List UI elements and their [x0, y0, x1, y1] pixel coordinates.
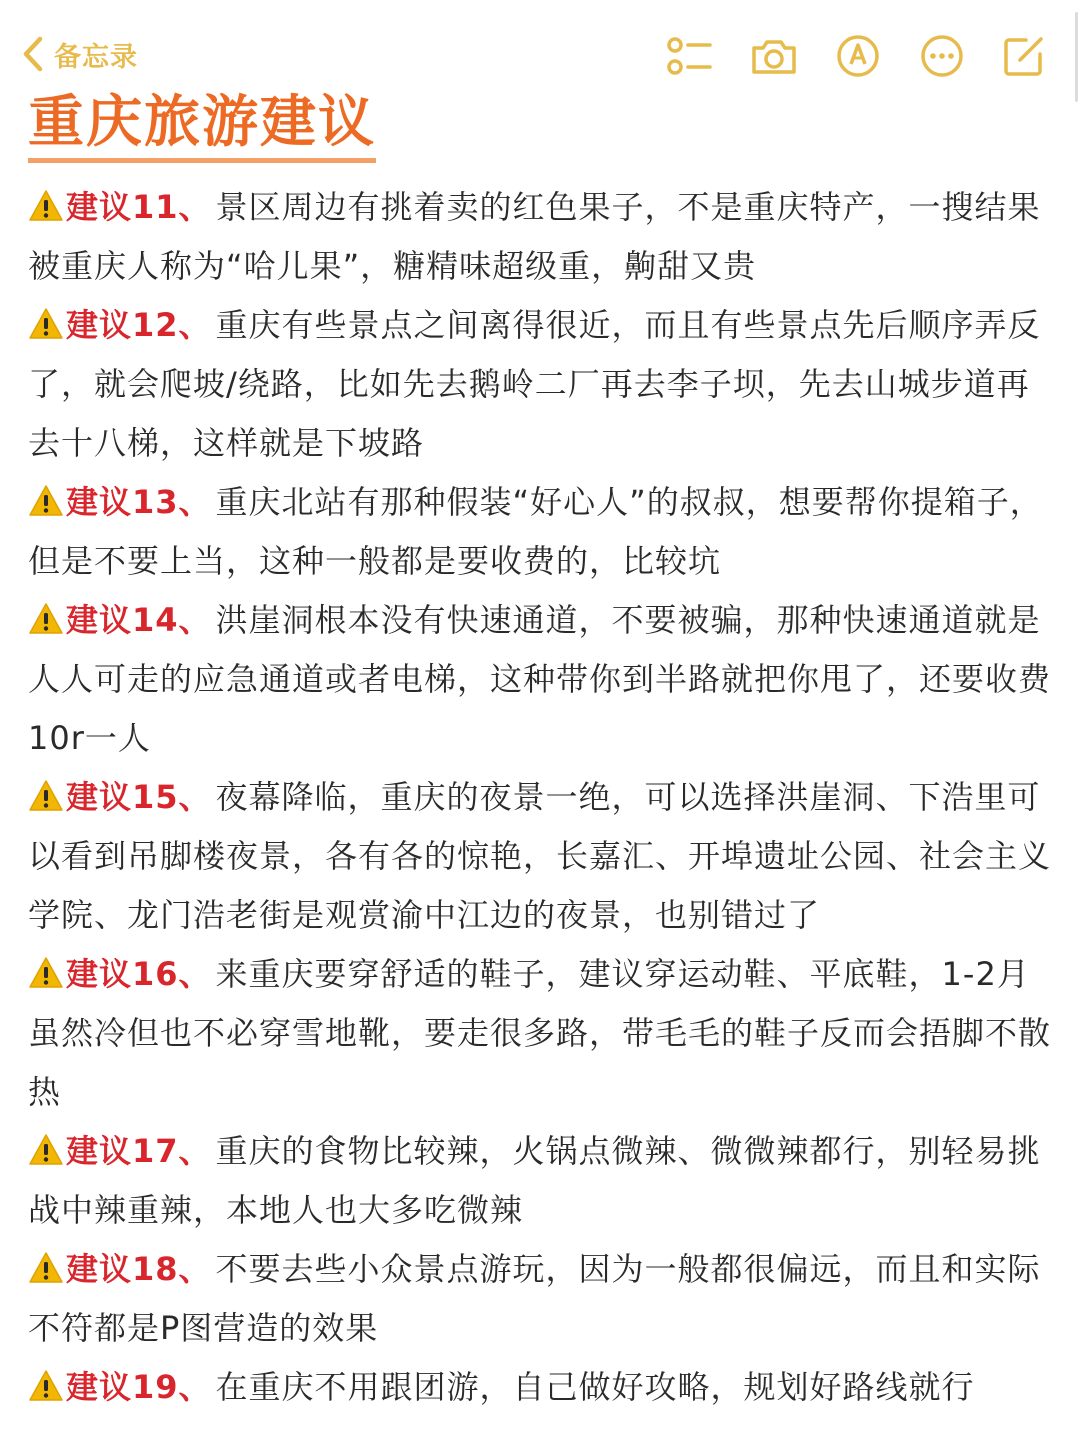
warning-icon	[28, 956, 64, 990]
suggestion-label: 建议14、	[66, 601, 212, 639]
top-bar	[0, 0, 1080, 96]
suggestion-label: 建议13、	[66, 483, 212, 521]
suggestion-label: 建议12、	[66, 306, 212, 344]
markup-button[interactable]	[830, 28, 886, 84]
suggestion-label: 建议17、	[66, 1132, 212, 1170]
warning-icon	[28, 602, 64, 636]
markup-pen-icon	[836, 34, 880, 78]
camera-button[interactable]	[746, 28, 802, 84]
suggestion-text: 在重庆不用跟团游，自己做好攻略，规划好路线就行	[215, 1368, 975, 1406]
suggestion-label: 建议15、	[66, 778, 212, 816]
suggestion-text: 重庆北站有那种假装“好心人”的叔叔，想要帮你提箱子，但是不要上当，这种一般都是要收费的，比较坑	[28, 483, 1043, 580]
suggestion-text: 不要去些小众景点游玩，因为一般都很偏远，而且和实际不符都是P图营造的效果	[28, 1250, 1041, 1347]
suggestion-text: 景区周边有挑着卖的红色果子，不是重庆特产，一搜结果被重庆人称为“哈儿果”，糖精味超级重，齁甜又贵	[28, 188, 1041, 285]
suggestion-label: 建议11、	[66, 188, 212, 226]
compose-button[interactable]	[996, 28, 1052, 84]
note-title: 重庆旅游建议	[28, 90, 376, 163]
warning-icon	[28, 1251, 64, 1285]
checklist-icon	[666, 34, 714, 78]
suggestion-item-8	[28, 1240, 1058, 1358]
suggestion-text: 来重庆要穿舒适的鞋子，建议穿运动鞋、平底鞋，1-2月虽然冷但也不必穿雪地靴，要走很多路，带毛毛的鞋子反而会捂脚不散热	[28, 955, 1052, 1111]
chevron-left-icon	[22, 36, 44, 72]
suggestion-label: 建议18、	[66, 1250, 212, 1288]
suggestion-item-6	[28, 945, 1058, 1122]
suggestion-text: 重庆有些景点之间离得很近，而且有些景点先后顺序弄反了，就会爬坡/绕路，比如先去鹅岭二厂再去李子坝，先去山城步道再去十八梯，这样就是下坡路	[28, 306, 1041, 462]
suggestion-item-3	[28, 473, 1058, 591]
suggestion-text: 洪崖洞根本没有快速通道，不要被骗，那种快速通道就是人人可走的应急通道或者电梯，这种带你到半路就把你甩了，还要收费10r一人	[28, 601, 1052, 757]
warning-icon	[28, 189, 64, 223]
suggestion-text: 夜幕降临，重庆的夜景一绝，可以选择洪崖洞、下浩里可以看到吊脚楼夜景，各有各的惊艳，长嘉汇、开埠遗址公园、社会主义学院、龙门浩老街是观赏渝中江边的夜景，也别错过了	[28, 778, 1052, 934]
warning-icon	[28, 1369, 64, 1403]
suggestion-item-1	[28, 178, 1058, 296]
suggestion-label: 建议19、	[66, 1368, 212, 1406]
suggestion-item-4	[28, 591, 1058, 768]
suggestion-item-7	[28, 1122, 1058, 1240]
warning-icon	[28, 484, 64, 518]
suggestion-item-9	[28, 1358, 1058, 1417]
compose-icon	[1002, 34, 1046, 78]
camera-icon	[750, 36, 798, 76]
suggestion-item-5	[28, 768, 1058, 945]
suggestion-item-2	[28, 296, 1058, 473]
toolbar	[660, 28, 1080, 84]
suggestion-label: 建议16、	[66, 955, 212, 993]
back-button[interactable]	[22, 32, 138, 76]
more-icon	[920, 34, 964, 78]
warning-icon	[28, 307, 64, 341]
warning-icon	[28, 779, 64, 813]
back-label: 备忘录	[54, 41, 138, 73]
checklist-button[interactable]	[662, 28, 718, 84]
scroll-indicator[interactable]	[1075, 12, 1078, 102]
suggestion-text: 重庆的食物比较辣，火锅点微辣、微微辣都行，别轻易挑战中辣重辣，本地人也大多吃微辣	[28, 1132, 1041, 1229]
more-button[interactable]	[914, 28, 970, 84]
warning-icon	[28, 1133, 64, 1167]
note-body[interactable]	[28, 178, 1058, 1417]
